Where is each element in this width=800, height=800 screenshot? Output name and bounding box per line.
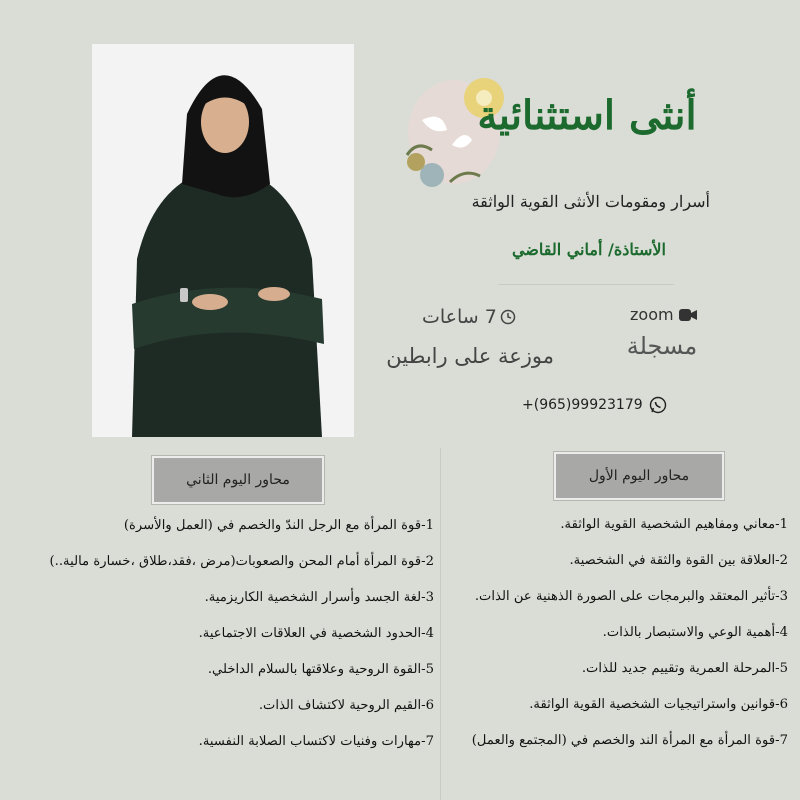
day2-header: محاور اليوم الثاني — [152, 456, 324, 504]
list-item: 7-قوة المرأة مع المرأة الند والخصم في (المجتمع والعمل) — [471, 733, 788, 748]
day1-header: محاور اليوم الأول — [554, 452, 724, 500]
list-item: 6-القيم الروحية لاكتشاف الذات. — [258, 698, 434, 713]
list-item: 5-القوة الروحية وعلاقتها بالسلام الداخلي. — [207, 662, 434, 677]
day2-topics — [4, 516, 434, 768]
presenter-name: الأستاذة/ أماني القاضي — [511, 240, 666, 259]
list-item: 6-قوانين واستراتيجيات الشخصية القوية الواثقة. — [529, 697, 788, 712]
whatsapp-icon — [649, 396, 667, 414]
video-camera-icon — [678, 307, 698, 323]
list-item: 3-تأثير المعتقد والبرمجات على الصورة الذهنية عن الذات. — [474, 589, 788, 604]
presenter-photo — [92, 44, 354, 437]
recorded-label: مسجلة — [626, 332, 698, 360]
distribution-label: موزعة على رابطين — [386, 344, 554, 368]
list-item: 3-لغة الجسد وأسرار الشخصية الكاريزمية. — [204, 590, 434, 605]
platform-name: zoom — [630, 305, 674, 324]
list-item: 2-العلاقة بين القوة والثقة في الشخصية. — [569, 553, 788, 568]
list-item: 4-أهمية الوعي والاستبصار بالذات. — [602, 625, 788, 640]
divider — [498, 284, 674, 285]
list-item: 1-قوة المرأة مع الرجل الندّ والخصم في (العمل والأسرة) — [123, 518, 434, 533]
list-item: 2-قوة المرأة أمام المحن والصعوبات(مرض ،فقد،طلاق ،خسارة مالية..) — [49, 554, 434, 569]
course-subtitle: أسرار ومقومات الأنثى القوية الواثقة — [471, 192, 710, 211]
day1-topics — [418, 515, 788, 767]
brand-title: أنثى استثنائية — [477, 92, 697, 139]
list-item: 1-معاني ومفاهيم الشخصية القوية الواثقة. — [560, 517, 788, 532]
duration-text: 7 ساعات — [422, 306, 497, 328]
list-item: 7-مهارات وفنيات لاكتساب الصلابة النفسية. — [198, 734, 434, 749]
list-item: 4-الحدود الشخصية في العلاقات الاجتماعية. — [198, 626, 434, 641]
list-item: 5-المرحلة العمرية وتقييم جديد للذات. — [581, 661, 788, 676]
contact-phone[interactable] — [522, 396, 667, 414]
clock-icon — [500, 309, 516, 325]
phone-number[interactable]: +(965)99923179 — [522, 397, 643, 413]
platform-info — [630, 305, 698, 324]
duration-info — [422, 306, 516, 328]
